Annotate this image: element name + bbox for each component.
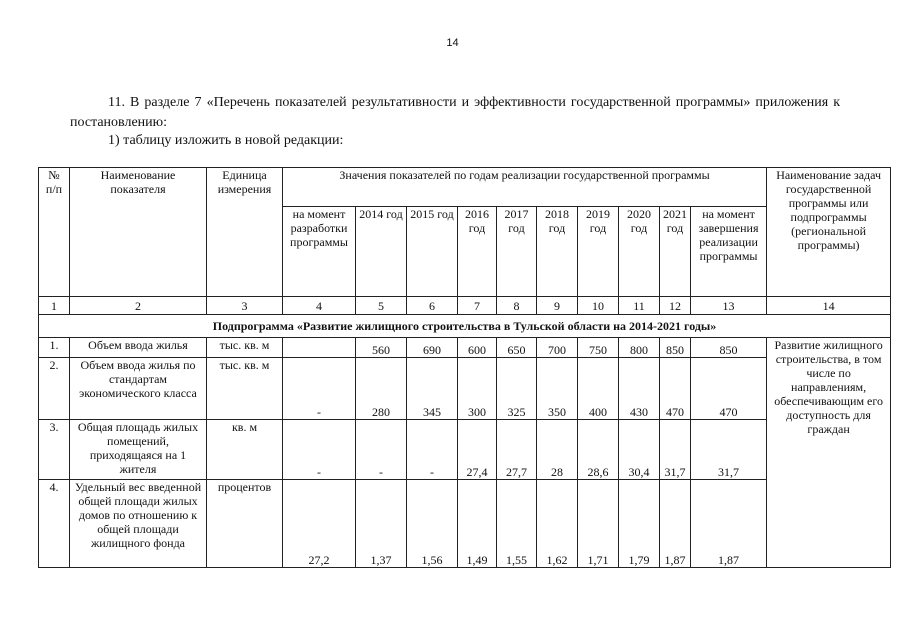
- indicator-name: Объем ввода жилья: [70, 338, 207, 358]
- indicator-value: 560: [356, 338, 407, 358]
- indicator-value: -: [283, 420, 356, 480]
- intro-paragraph: 11. В разделе 7 «Перечень показателей результативности и эффективности государственной программы» приложения к постановлению:: [70, 95, 840, 130]
- row-number: 4.: [39, 480, 70, 568]
- column-number: 10: [578, 297, 619, 315]
- indicator-value: 1,55: [497, 480, 537, 568]
- indicator-value: 650: [497, 338, 537, 358]
- indicator-value: [283, 338, 356, 358]
- header-sub: на момент разработки программы: [283, 207, 356, 297]
- column-number: 8: [497, 297, 537, 315]
- column-number: 2: [70, 297, 207, 315]
- column-number: 11: [619, 297, 660, 315]
- column-number: 5: [356, 297, 407, 315]
- header-sub: 2019 год: [578, 207, 619, 297]
- indicator-value: 31,7: [660, 420, 691, 480]
- header-sub: 2016 год: [458, 207, 497, 297]
- indicator-value: 350: [537, 358, 578, 420]
- header-sub: 2017 год: [497, 207, 537, 297]
- column-number: 7: [458, 297, 497, 315]
- indicator-value: -: [283, 358, 356, 420]
- table-row: [39, 338, 891, 358]
- indicator-name: Удельный вес введенной общей площади жилых домов по отношению к общей площади жилищного фонда: [70, 480, 207, 568]
- column-number: 1: [39, 297, 70, 315]
- indicator-name: Объем ввода жилья по стандартам экономического класса: [70, 358, 207, 420]
- indicators-table: [38, 167, 891, 568]
- indicator-unit: тыс. кв. м: [207, 338, 283, 358]
- indicator-value: 800: [619, 338, 660, 358]
- indicator-value: 1,56: [407, 480, 458, 568]
- indicator-value: 470: [691, 358, 767, 420]
- indicator-value: 28: [537, 420, 578, 480]
- indicator-value: 470: [660, 358, 691, 420]
- indicator-unit: процентов: [207, 480, 283, 568]
- intro-instruction: 1) таблицу изложить в новой редакции:: [108, 133, 344, 148]
- page-number: 14: [446, 37, 459, 49]
- header-tasks: Наименование задач государственной программы или подпрограммы (региональной программы): [767, 168, 891, 297]
- indicator-value: 1,49: [458, 480, 497, 568]
- indicator-value: 1,79: [619, 480, 660, 568]
- indicator-value: 27,4: [458, 420, 497, 480]
- indicator-value: 750: [578, 338, 619, 358]
- indicator-value: 325: [497, 358, 537, 420]
- column-number: 3: [207, 297, 283, 315]
- indicator-value: 1,87: [660, 480, 691, 568]
- header-unit: Единица измерения: [207, 168, 283, 297]
- header-sub: на момент завершения реализации программы: [691, 207, 767, 297]
- indicator-value: 400: [578, 358, 619, 420]
- header-sub: 2015 год: [407, 207, 458, 297]
- indicator-value: 1,62: [537, 480, 578, 568]
- indicator-value: 345: [407, 358, 458, 420]
- indicator-value: 31,7: [691, 420, 767, 480]
- header-num: № п/п: [39, 168, 70, 297]
- column-number: 9: [537, 297, 578, 315]
- indicator-value: 27,2: [283, 480, 356, 568]
- row-number: 3.: [39, 420, 70, 480]
- column-number: 4: [283, 297, 356, 315]
- header-name: Наименование показателя: [70, 168, 207, 297]
- table-row: [39, 358, 891, 420]
- indicator-value: 1,37: [356, 480, 407, 568]
- indicator-value: -: [356, 420, 407, 480]
- header-sub: 2020 год: [619, 207, 660, 297]
- indicator-value: 28,6: [578, 420, 619, 480]
- indicator-value: 30,4: [619, 420, 660, 480]
- column-number: 6: [407, 297, 458, 315]
- table-row: [39, 420, 891, 480]
- header-sub: 2021 год: [660, 207, 691, 297]
- indicator-value: 850: [660, 338, 691, 358]
- header-sub: 2014 год: [356, 207, 407, 297]
- column-number-row: [39, 297, 891, 315]
- indicator-value: 300: [458, 358, 497, 420]
- task-description: Развитие жилищного строительства, в том числе по направлениям, обеспечивающим его доступность для граждан: [767, 338, 891, 568]
- indicator-value: -: [407, 420, 458, 480]
- indicator-value: 1,87: [691, 480, 767, 568]
- column-number: 13: [691, 297, 767, 315]
- indicator-unit: кв. м: [207, 420, 283, 480]
- indicator-unit: тыс. кв. м: [207, 358, 283, 420]
- indicator-value: 280: [356, 358, 407, 420]
- indicator-value: 27,7: [497, 420, 537, 480]
- row-number: 1.: [39, 338, 70, 358]
- indicator-value: 1,71: [578, 480, 619, 568]
- indicator-value: 430: [619, 358, 660, 420]
- column-number: 12: [660, 297, 691, 315]
- indicator-value: 600: [458, 338, 497, 358]
- row-number: 2.: [39, 358, 70, 420]
- indicator-value: 850: [691, 338, 767, 358]
- indicator-value: 700: [537, 338, 578, 358]
- subprogram-title: Подпрограмма «Развитие жилищного строительства в Тульской области на 2014-2021 годы»: [39, 315, 891, 338]
- column-number: 14: [767, 297, 891, 315]
- indicator-name: Общая площадь жилых помещений, приходящаяся на 1 жителя: [70, 420, 207, 480]
- indicator-value: 690: [407, 338, 458, 358]
- table-row: [39, 480, 891, 568]
- header-values: Значения показателей по годам реализации государственной программы: [283, 168, 767, 207]
- header-sub: 2018 год: [537, 207, 578, 297]
